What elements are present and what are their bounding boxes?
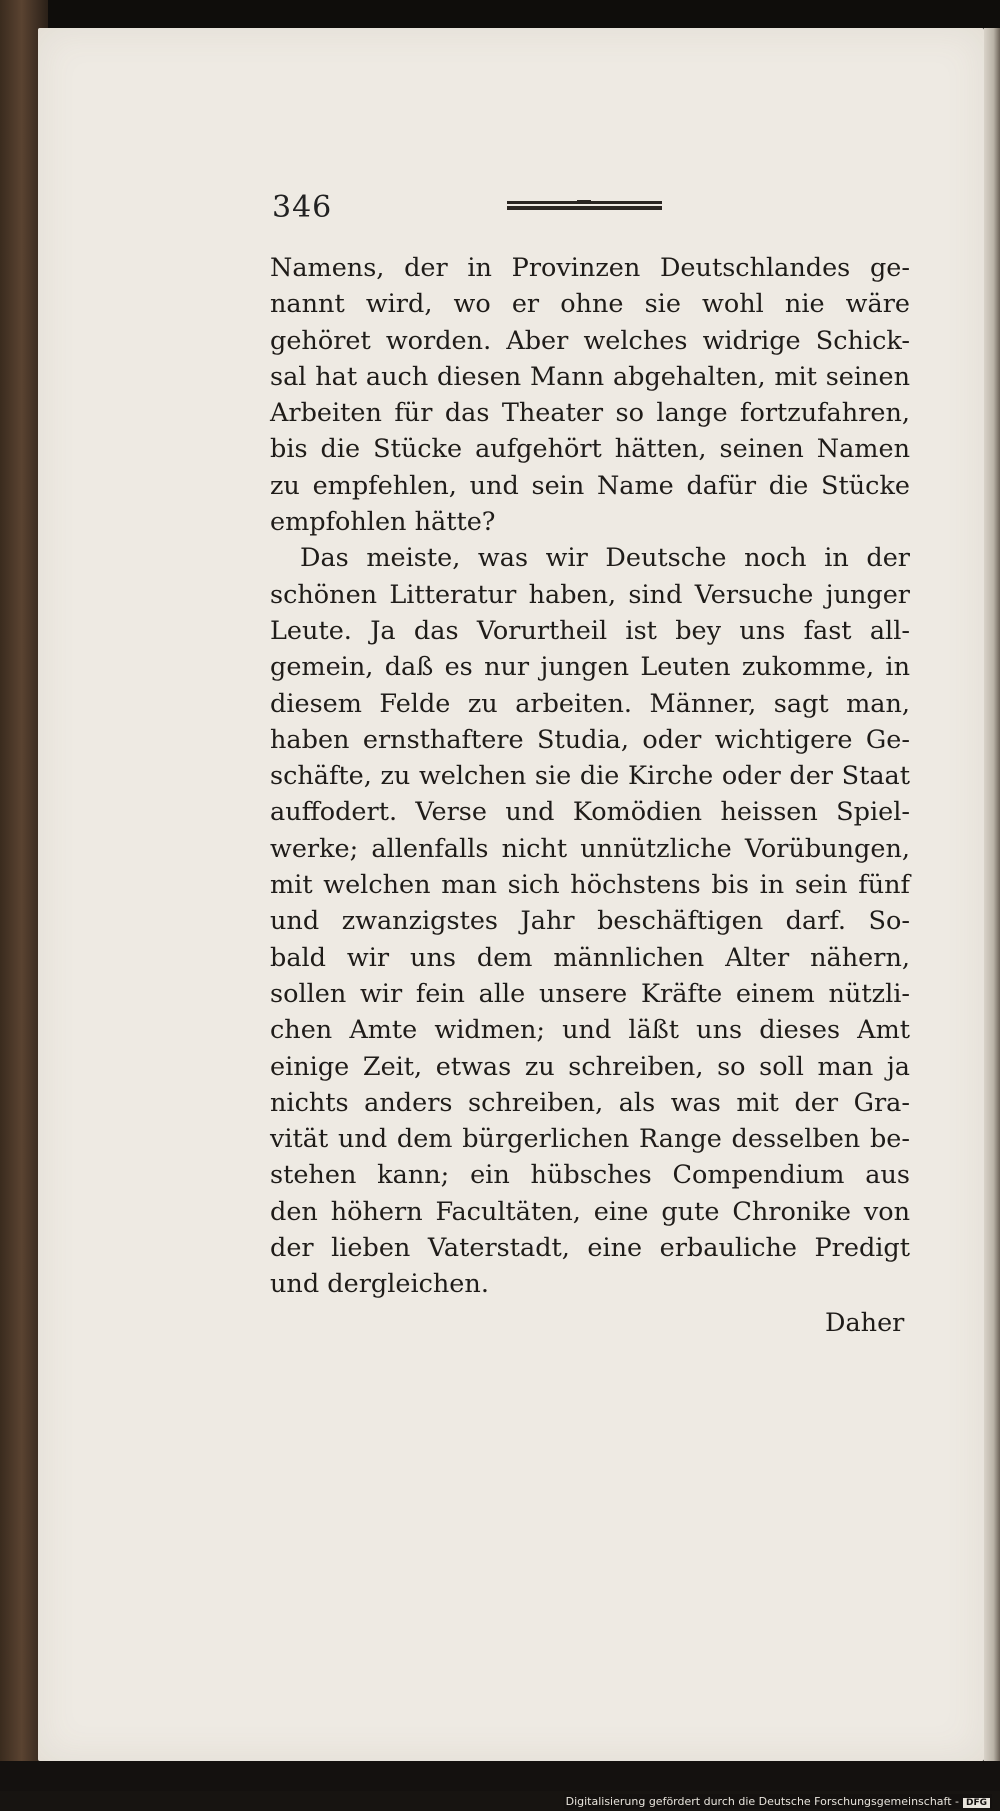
dfg-logo: DFG bbox=[963, 1798, 990, 1808]
digitization-credit bbox=[564, 1794, 992, 1809]
credit-text: Digitalisierung gefördert durch die Deutsche Forschungsgemeinschaft - bbox=[565, 1795, 959, 1808]
text-line: nannt wird, wo er ohne sie wohl nie wäre bbox=[270, 289, 910, 320]
text-line: empfohlen hätte? bbox=[270, 507, 496, 538]
text-line: gehöret worden. Aber welches widrige Schick- bbox=[270, 325, 910, 356]
text-line: diesem Felde zu arbeiten. Männer, sagt man, bbox=[270, 688, 910, 719]
text-line: vität und dem bürgerlichen Range desselben be- bbox=[270, 1124, 910, 1155]
text-line: und dergleichen. bbox=[270, 1269, 489, 1300]
text-line: Arbeiten für das Theater so lange fortzufahren, bbox=[270, 398, 910, 429]
text-line: gemein, daß es nur jungen Leuten zukomme, in bbox=[270, 652, 910, 683]
text-line: schäfte, zu welchen sie die Kirche oder der Staat bbox=[270, 761, 910, 792]
text-line: schönen Litteratur haben, sind Versuche junger bbox=[270, 579, 910, 610]
page-number: 346 bbox=[272, 190, 333, 225]
text-line: und zwanzigstes Jahr beschäftigen darf. So- bbox=[270, 906, 910, 937]
text-line: nichts anders schreiben, als was mit der Gra- bbox=[270, 1087, 910, 1118]
text-line: der lieben Vaterstadt, eine erbauliche Predigt bbox=[270, 1233, 910, 1264]
text-line: Leute. Ja das Vorurtheil ist bey uns fast all- bbox=[270, 615, 910, 646]
text-line: werke; allenfalls nicht unnützliche Vorübungen, bbox=[270, 833, 910, 864]
text-line: sal hat auch diesen Mann abgehalten, mit seinen bbox=[270, 361, 910, 392]
catchword: Daher bbox=[825, 1308, 905, 1338]
text-line: sollen wir fein alle unsere Kräfte einem nützli- bbox=[270, 978, 910, 1009]
text-line: bis die Stücke aufgehört hätten, seinen Namen bbox=[270, 434, 910, 465]
page-edge bbox=[984, 28, 1000, 1761]
text-line: chen Amte widmen; und läßt uns dieses Amt bbox=[270, 1015, 910, 1046]
text-line: haben ernsthaftere Studia, oder wichtigere Ge- bbox=[270, 724, 910, 755]
text-line: bald wir uns dem männlichen Alter nähern, bbox=[270, 942, 910, 973]
header-ornament-rule bbox=[507, 200, 662, 212]
page-header bbox=[272, 190, 892, 230]
text-line: zu empfehlen, und sein Name dafür die Stücke bbox=[270, 470, 910, 501]
text-line: stehen kann; ein hübsches Compendium aus bbox=[270, 1160, 910, 1191]
text-line: einige Zeit, etwas zu schreiben, so soll man ja bbox=[270, 1051, 910, 1082]
text-line: den höhern Facultäten, eine gute Chronike von bbox=[270, 1196, 910, 1227]
text-line: mit welchen man sich höchstens bis in sein fünf bbox=[270, 870, 910, 901]
body-text bbox=[270, 250, 910, 1303]
text-line: Namens, der in Provinzen Deutschlandes ge- bbox=[270, 253, 910, 283]
scan-bottom-border bbox=[0, 1761, 1000, 1791]
scan-top-border bbox=[0, 0, 1000, 30]
text-line: auffodert. Verse und Komödien heissen Spiel- bbox=[270, 797, 910, 828]
text-line: Das meiste, was wir Deutsche noch in der bbox=[300, 543, 910, 574]
